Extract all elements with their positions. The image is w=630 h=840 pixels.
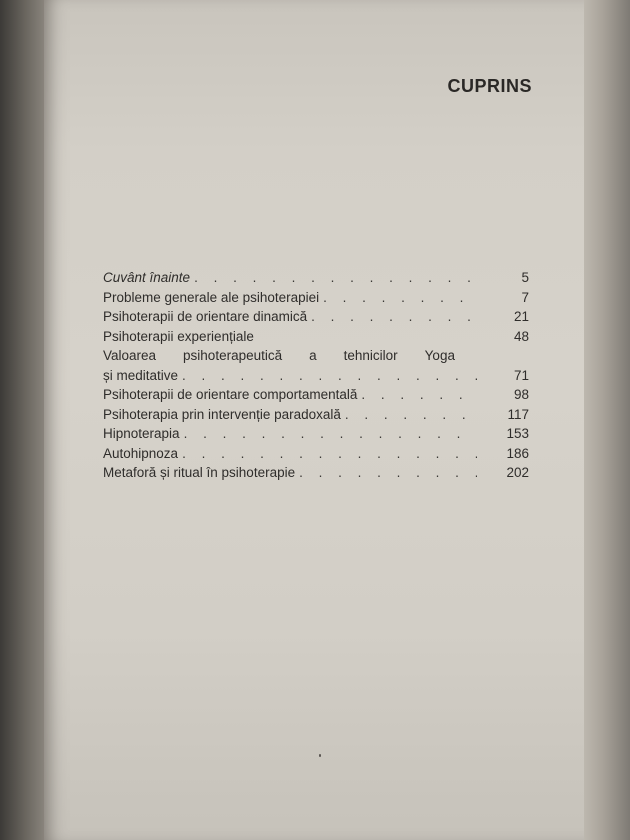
toc-entry bbox=[103, 424, 529, 444]
toc-entry-title-line1 bbox=[103, 346, 455, 366]
toc-title-word: psihoterapeutică bbox=[183, 348, 283, 363]
toc-entry-page: 21 bbox=[513, 309, 529, 324]
toc-title-word: tehnicilor bbox=[343, 348, 398, 363]
toc-leader-dots bbox=[180, 424, 477, 444]
toc-entry bbox=[103, 405, 529, 425]
toc-entry-title: Psihoterapii de orientare comportamentală bbox=[103, 387, 358, 402]
toc-title-word: Yoga bbox=[424, 348, 455, 363]
toc-entry-page: 7 bbox=[521, 289, 529, 305]
toc-heading: CUPRINS bbox=[447, 76, 532, 96]
toc-entry bbox=[103, 444, 529, 464]
toc-entry-title: Probleme generale ale psihoterapiei bbox=[103, 289, 320, 305]
toc-entry-page: 186 bbox=[506, 445, 529, 461]
toc-entry-title: Psihoterapia prin intervenție paradoxală bbox=[103, 406, 341, 422]
toc-entry bbox=[103, 385, 529, 405]
toc-leader-dots bbox=[341, 405, 477, 425]
toc-leader-dots bbox=[190, 268, 477, 288]
toc-title-word: Valoarea bbox=[103, 348, 157, 363]
page-speck bbox=[319, 754, 321, 757]
toc-leader-dots bbox=[319, 288, 477, 308]
toc-entry-page: 98 bbox=[513, 387, 529, 402]
facing-page-edge bbox=[584, 0, 630, 840]
toc-entry bbox=[103, 327, 529, 347]
table-of-contents bbox=[103, 268, 529, 483]
toc-entry bbox=[103, 268, 529, 288]
toc-leader-dots bbox=[357, 385, 477, 405]
toc-entry-page: 48 bbox=[513, 328, 529, 344]
toc-entry-title-line2: și meditative bbox=[103, 367, 179, 383]
toc-entry-title: Psihoterapii de orientare dinamică bbox=[103, 309, 308, 324]
toc-entry-page: 202 bbox=[506, 465, 529, 480]
toc-leader-dots bbox=[307, 307, 477, 327]
toc-leader-dots bbox=[178, 444, 477, 464]
toc-entry bbox=[103, 307, 529, 327]
toc-entry-title: Hipnoterapia bbox=[103, 426, 180, 441]
toc-entry-page: 153 bbox=[506, 426, 529, 441]
toc-entry-page: 71 bbox=[513, 367, 529, 383]
toc-entry-title: Autohipnoza bbox=[103, 445, 179, 461]
toc-leader-dots bbox=[295, 463, 477, 483]
toc-leader-dots bbox=[178, 366, 477, 386]
toc-entry bbox=[103, 288, 529, 308]
toc-entry-page: 5 bbox=[521, 270, 529, 285]
toc-entry-title: Cuvânt înainte bbox=[103, 270, 191, 285]
toc-entry bbox=[103, 463, 529, 483]
toc-title-word: a bbox=[309, 348, 317, 363]
toc-entry-title: Psihoterapii experiențiale bbox=[103, 328, 254, 344]
book-spine-shadow bbox=[0, 0, 48, 840]
toc-entry-page: 117 bbox=[507, 406, 529, 422]
toc-entry bbox=[103, 346, 529, 385]
toc-entry-title: Metaforă și ritual în psihoterapie bbox=[103, 465, 296, 480]
